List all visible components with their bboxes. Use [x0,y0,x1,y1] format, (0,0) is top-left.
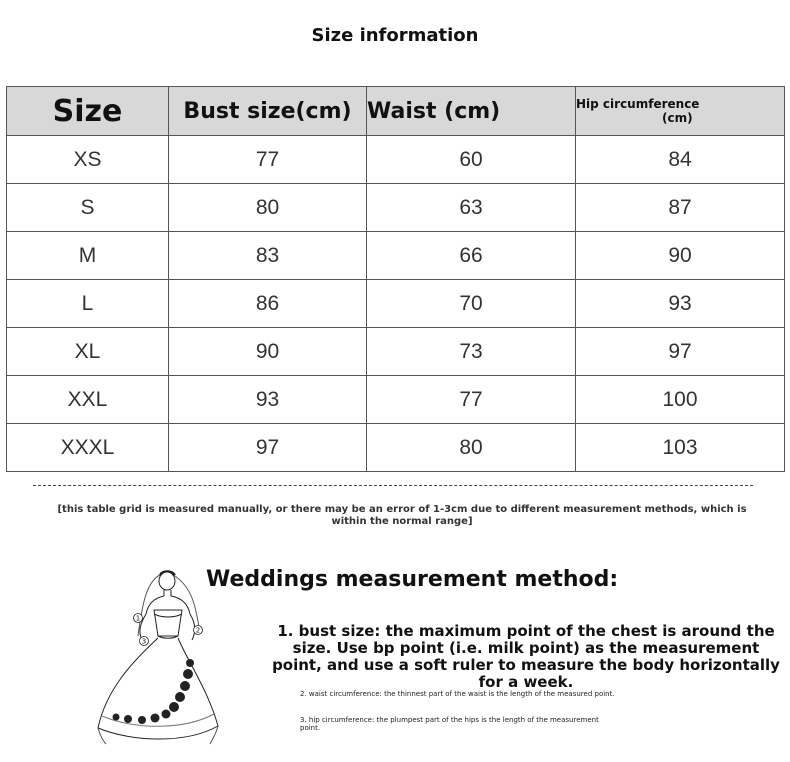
table-row [7,280,785,328]
cell-size: L [7,280,169,328]
cell-waist: 80 [367,424,576,472]
table-header-row [7,87,785,136]
table-row [7,232,785,280]
cell-waist: 63 [367,184,576,232]
header-bust: Bust size(cm) [169,87,367,136]
marker-1: 1 [135,614,141,623]
cell-size: XXL [7,376,169,424]
method-step-hip: 3. hip circumference: the plumpest part of the hips is the length of the measurement point. [300,716,599,732]
dashed-divider [33,485,753,486]
wedding-dress-figure-icon [92,566,222,748]
cell-size: S [7,184,169,232]
cell-hip: 103 [576,424,785,472]
cell-hip: 84 [576,136,785,184]
header-hip [576,87,785,136]
cell-bust: 77 [169,136,367,184]
cell-hip: 93 [576,280,785,328]
cell-bust: 97 [169,424,367,472]
cell-bust: 93 [169,376,367,424]
cell-bust: 86 [169,280,367,328]
cell-hip: 97 [576,328,785,376]
cell-bust: 83 [169,232,367,280]
marker-3: 3 [141,637,147,646]
cell-bust: 90 [169,328,367,376]
table-row [7,424,785,472]
cell-bust: 80 [169,184,367,232]
size-table [6,86,785,472]
page-title: Size information [311,25,479,46]
table-row [7,376,785,424]
cell-hip: 100 [576,376,785,424]
measurement-note: [this table grid is measured manually, or there may be an error of 1-3cm due to different measurement methods, which is within the normal range] [57,504,747,527]
cell-size: XXXL [7,424,169,472]
method-title: Weddings measurement method: [206,567,619,592]
cell-size: M [7,232,169,280]
header-hip-unit: (cm) [662,111,693,125]
table-row [7,328,785,376]
method-step-waist: 2. waist circumference: the thinnest part of the waist is the length of the measured point. [300,690,615,698]
cell-waist: 66 [367,232,576,280]
cell-waist: 77 [367,376,576,424]
header-hip-label: Hip circumference [576,97,700,111]
table-row [7,136,785,184]
cell-size: XS [7,136,169,184]
cell-waist: 60 [367,136,576,184]
header-size: Size [7,87,169,136]
cell-waist: 70 [367,280,576,328]
cell-waist: 73 [367,328,576,376]
marker-2: 2 [195,626,201,635]
header-waist: Waist (cm) [367,87,576,136]
cell-size: XL [7,328,169,376]
method-step-bust: 1. bust size: the maximum point of the chest is around the size. Use bp point (i.e. milk point) as the measurement point, and use a soft ruler to measure the body horizontally for a week. [272,622,780,691]
cell-hip: 90 [576,232,785,280]
cell-hip: 87 [576,184,785,232]
table-row [7,184,785,232]
